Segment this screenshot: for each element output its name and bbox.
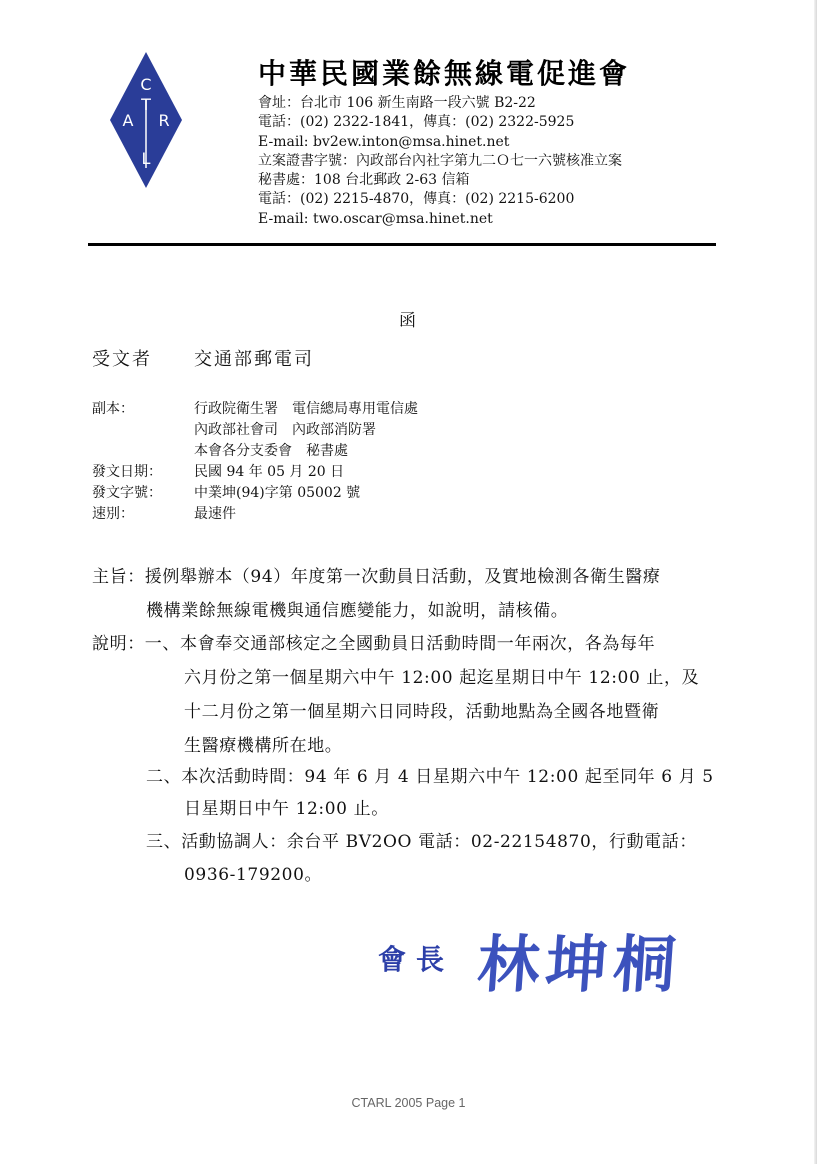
meta-value: 中業坤(94)字第 05002 號 (194, 485, 361, 501)
explanation-line: 說明：一、本會奉交通部核定之全國動員日活動時間一年兩次，各為每年 (92, 634, 656, 654)
logo-letter: C (140, 75, 152, 94)
explanation-line: 三、活動協調人：余台平 BV2OO 電話：02-22154870，行動電話： (146, 832, 697, 852)
secretariat-address: 秘書處：108 台北郵政 2-63 信箱 (258, 172, 470, 189)
page-footer: CTARL 2005 Page 1 (351, 1096, 466, 1110)
org-phone: 電話：(02) 2322-1841，傳真：(02) 2322-5925 (258, 114, 575, 131)
explanation-line: 六月份之第一個星期六中午 12:00 起迄星期日中午 12:00 止，及 (184, 668, 700, 688)
org-name: 中華民國業餘無線電促進會 (258, 57, 631, 90)
subject-line: 主旨：援例舉辦本（94）年度第一次動員日活動，及實地檢測各衛生醫療 (92, 567, 661, 587)
header-divider (88, 243, 716, 246)
signature-name: 林坤桐 (475, 928, 685, 1001)
meta-value: 民國 94 年 05 月 20 日 (194, 464, 345, 480)
subject-line: 機構業餘無線電機與通信應變能力，如說明，請核備。 (146, 601, 569, 621)
recipient-label: 受文者 (92, 349, 152, 370)
document-type: 函 (399, 311, 418, 331)
explanation-line: 生醫療機構所在地。 (184, 736, 343, 756)
meta-label: 發文日期： (92, 464, 162, 480)
ctarl-logo (108, 50, 184, 190)
registration-number: 立案證書字號：內政部台內社字第九二Ｏ七一六號核准立案 (258, 152, 622, 169)
explanation-line: 二、本次活動時間：94 年 6 月 4 日星期六中午 12:00 起至同年 6 月 5 (146, 767, 714, 787)
meta-value: 內政部社會司 內政部消防署 (194, 422, 376, 438)
meta-label: 副本： (92, 401, 134, 417)
org-address: 會址：台北市 106 新生南路一段六號 B2-22 (258, 95, 536, 111)
meta-label: 發文字號： (92, 485, 162, 501)
signature-title: 會長 (378, 943, 455, 976)
recipient-value: 交通部郵電司 (194, 349, 314, 370)
meta-value: 本會各分支委會 秘書處 (194, 443, 348, 459)
logo-letter: T (141, 95, 151, 114)
meta-value: 最速件 (194, 506, 236, 522)
explanation-line: 十二月份之第一個星期六日同時段，活動地點為全國各地暨衛 (184, 702, 660, 722)
secretariat-email: E-mail: two.oscar@msa.hinet.net (258, 210, 493, 227)
logo-letter: L (141, 149, 151, 168)
org-email: E-mail: bv2ew.inton@msa.hinet.net (258, 133, 510, 150)
org-contact-block (258, 94, 622, 229)
meta-value: 行政院衛生署 電信總局專用電信處 (194, 401, 418, 417)
explanation-line: 0936-179200。 (184, 865, 323, 885)
explanation-line: 日星期日中午 12:00 止。 (184, 799, 389, 819)
secretariat-phone: 電話：(02) 2215-4870，傳真：(02) 2215-6200 (258, 191, 575, 208)
logo-letter: A (122, 111, 134, 130)
meta-label: 速別： (92, 506, 134, 522)
logo-letter: R (158, 111, 170, 130)
